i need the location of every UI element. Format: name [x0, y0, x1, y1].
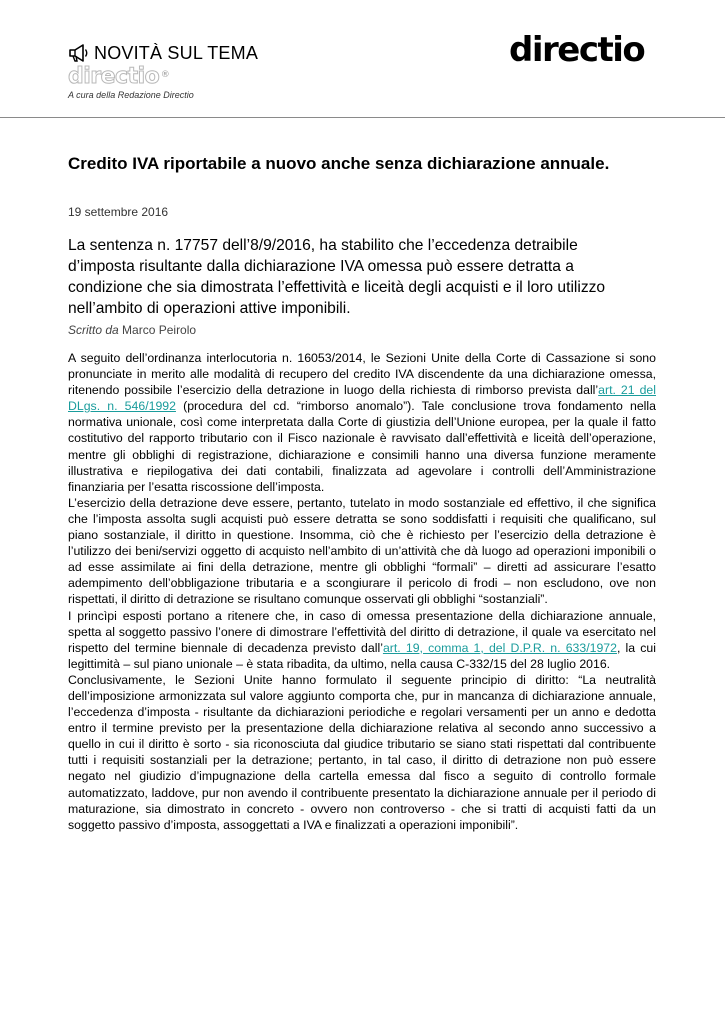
article-lead: La sentenza n. 17757 dell’8/9/2016, ha stabilito che l’eccedenza detraibile d’imposta risultante dalla dichiarazione IVA omessa può essere detratta a condizione che sia dimostrata l’effettività e liceità degli acquisti e il loro utilizzo nell’ambito di operazioni attive imponibili. — [68, 237, 606, 317]
section-title: NOVITÀ SUL TEMA — [94, 42, 259, 63]
header-divider — [0, 117, 725, 118]
paragraph-4: Conclusivamente, le Sezioni Unite hanno formulato il seguente principio di diritto: “La neutralità dell’imposizione armonizzata sul valore aggiunto comporta che, pur in mancanza di dichiarazione annuale, l’eccedenza d’imposta - risultante da dichiarazioni periodiche e regolari versamenti per un anno e dedotta entro il termine previsto per la presentazione della dichiarazione relativa al secondo anno successivo a quello in cui il diritto è sorto - sia riconosciuta dal giudice tributario se siano stati rispettati dal contribuente tutti i requisiti sostanziali per la detrazione; pertanto, in tal caso, il diritto di detrazione non può essere negato nel giudizio d’impugnazione della cartella emessa dal fisco a seguito di controllo formale automatizzato, laddove, pur non avendo il contribuente presentato la dichiarazione annuale per il periodo di maturazione, sia dimostrato in concreto - ovvero non controverso - che si tratti di acquisti fatti da un soggetto passivo d’imposta, assoggettati a IVA e finalizzati a operazioni imponibili”. — [68, 672, 656, 832]
paragraph-2: L’esercizio della detrazione deve essere, pertanto, tutelato in modo sostanziale ed effettivo, il che significa che l’imposta assolta sugli acquisti può essere detratta se sono soddisfatti i requisiti che qualificano, sul piano sostanziale, il diritto in questione. Insomma, ciò che è richiesto per l’esercizio della detrazione è l’utilizzo dei beni/servizi oggetto di acquisto nell’ambito di un’attività che dà luogo ad operazioni imponibili o ad esse assimilate ai fini della detrazione, mentre gli obblighi “formali” – diretti ad assicurare l’esatto adempimento dell’obbligazione tributaria e a scongiurare il pericolo di frodi – non escludono, ove non rispettati, il diritto di detrazione se risultano comunque osservati gli obblighi “sostanziali”. — [68, 495, 656, 607]
law-link-dpr-633-1972[interactable]: art. 19, comma 1, del D.P.R. n. 633/1972 — [382, 640, 617, 655]
registered-mark: ® — [160, 70, 170, 80]
paragraph-1: A seguito dell’ordinanza interlocutoria n. 16053/2014, le Sezioni Unite della Corte di Cassazione si sono pronunciate in merito alle modalità di recupero del credito IVA discendente da una dichiarazione omessa, ritenendo possibile l’esercizio della detrazione in luogo della richiesta di rimborso prevista dall’art. 21 del DLgs. n. 546/1992 (procedura del cd. “rimborso anomalo”). Tale conclusione trova fondamento nella normativa unionale, così come interpretata dalla Corte di giustizia dell’Unione europea, per la quale il fatto costitutivo del rapporto tributario con il Fisco nazionale è ravvisato dall’effettività e liceità dell’operazione, mentre gli obblighi di registrazione, dichiarazione e consimili hanno una diversa funzione meramente illustrativa e riepilogativa dei dati contabili, finalizzata ad agevolare i controlli dell’Amministrazione finanziaria per l’esatta riscossione dell’imposta. — [68, 351, 656, 494]
paragraph-3: I princìpi esposti portano a ritenere che, in caso di omessa presentazione della dichiarazione annuale, spetta al soggetto passivo l’onere di dimostrare l’effettività del diritto di detrazione, il quale va esercitato nel rispetto del termine biennale di decadenza previsto dall’art. 19, comma 1, del D.P.R. n. 633/1972, la cui legittimità – sul piano unionale – è stata ribadita, da ultimo, nella causa C-332/15 del 28 luglio 2016. — [68, 608, 656, 671]
header-subtitle: A cura della Redazione Directio — [68, 90, 194, 100]
brand-logo: directio — [509, 30, 645, 70]
megaphone-icon — [68, 43, 90, 63]
article-date: 19 settembre 2016 — [68, 205, 169, 219]
byline — [68, 323, 196, 337]
article-title: Credito IVA riportabile a nuovo anche senza dichiarazione annuale. — [68, 154, 610, 173]
law-link-dlgs-546-1992[interactable]: art. 21 del DLgs. n. 546/1992 — [68, 383, 656, 414]
page-header — [0, 0, 725, 118]
article-body — [68, 350, 656, 833]
byline-prefix: Scritto da — [68, 323, 119, 337]
section-header — [68, 40, 328, 100]
author-name: Marco Peirolo — [122, 323, 197, 337]
watermark-logo: directio ® — [68, 64, 170, 89]
